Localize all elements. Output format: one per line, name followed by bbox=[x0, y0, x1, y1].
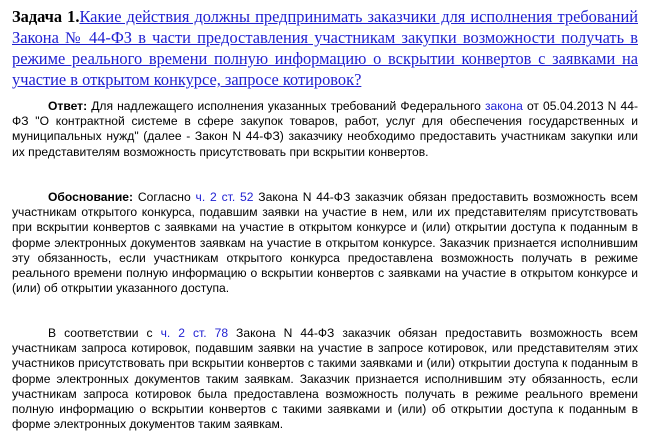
task-question-link[interactable]: Какие действия должны предпринимать заказчики для исполнения требований Закона № 44-ФЗ в части предоставления участникам закупки возможности получать в режиме реального времени полную информацию о вскрытии конвертов с заявками на участие в открытом конкурсе, запросе котировок? bbox=[12, 7, 638, 89]
answer-label: Ответ: bbox=[48, 99, 88, 113]
answer-text-1: Для надлежащего исполнения указанных требований Федерального bbox=[87, 99, 485, 113]
justification-label: Обоснование: bbox=[48, 190, 134, 204]
task-heading bbox=[12, 6, 638, 90]
answer-text-2: от 05.04.2013 N 44-ФЗ "О контрактной системе в сфере закупок товаров, работ, услуг для обеспечения государственных и муниципальных нужд" (далее - Закон N 44-ФЗ) заказчику необходимо предоставить участникам закупки или их представителям возможность присутствовать при вскрытии конвертов. bbox=[12, 99, 638, 159]
quotation-paragraph bbox=[12, 326, 638, 432]
justification-paragraph bbox=[12, 190, 638, 296]
justification-text-2: Закона N 44-ФЗ заказчик обязан предоставить возможность всем участникам открытого конкурса, подавшим заявки на участие в нем, или их представителям присутствовать при вскрытии конвертов с заявками на участие в открытом конкурсе и (или) открытии доступа к поданным в форме электронных документов заявкам на участие в открытом конкурсе. Заказчик признается исполнившим эту обязанность, если участникам открытого конкурса предоставлена возможность получать в режиме реального времени полную информацию о вскрытии конвертов с заявками на участие в открытом конкурсе и (или) об открытии указанного доступа. bbox=[12, 190, 638, 296]
quotation-text-2: Закона N 44-ФЗ заказчик обязан предоставить возможность всем участникам запроса котировок, подавшим заявки на участие в запросе котировок, или представителям этих участников присутствовать при вскрытии конвертов с такими заявками и (или) открытии доступа к поданным в форме электронных документов таким заявкам. Заказчик признается исполнившим эту обязанность, если участникам запроса котировок была предоставлена возможность получать в режиме реального времени полную информацию о вскрытии конвертов с такими заявками и (или) об открытии доступа к поданным в форме электронных документов таким заявкам. bbox=[12, 326, 638, 432]
article-52-link[interactable]: ч. 2 ст. 52 bbox=[195, 190, 254, 204]
quotation-text-1: В соответствии с bbox=[48, 326, 161, 340]
justification-text-1: Согласно bbox=[133, 190, 196, 204]
law-link[interactable]: закона bbox=[485, 99, 523, 113]
task-label: Задача 1. bbox=[12, 7, 80, 26]
answer-paragraph bbox=[12, 99, 638, 160]
article-78-link[interactable]: ч. 2 ст. 78 bbox=[160, 326, 229, 340]
